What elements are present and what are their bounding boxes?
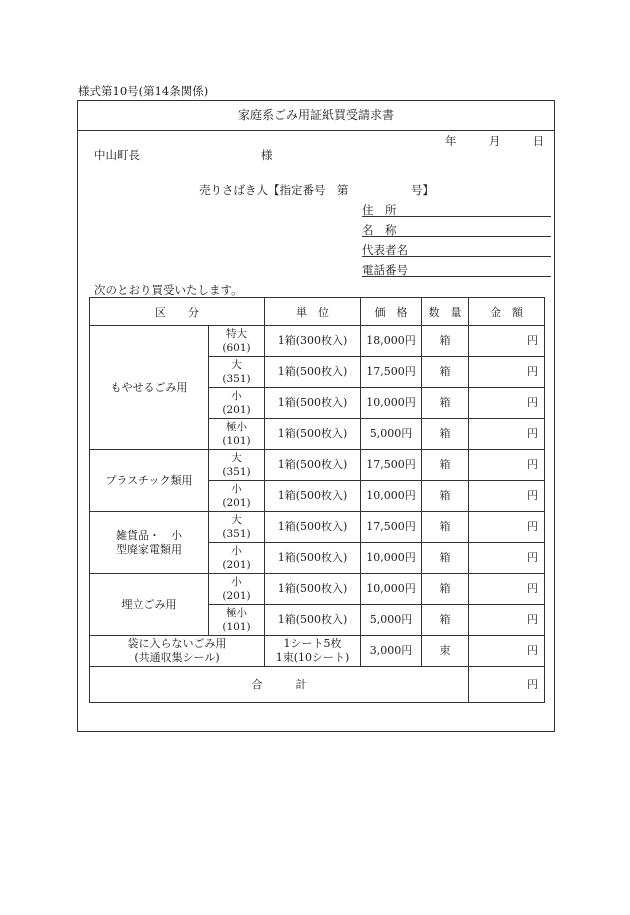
header-price: 価 格 xyxy=(361,298,422,326)
size-label: 特大 xyxy=(226,328,247,340)
size-code: (201) xyxy=(222,590,251,602)
quantity-cell[interactable]: 箱 xyxy=(422,357,469,388)
quantity-cell[interactable]: 箱 xyxy=(422,512,469,543)
size-label: 極小 xyxy=(226,607,247,619)
size-label: 小 xyxy=(231,576,242,588)
size-label: 小 xyxy=(231,483,242,495)
quantity-cell[interactable]: 箱 xyxy=(422,419,469,450)
size-code: (201) xyxy=(222,497,251,509)
unit-cell: 1箱(500枚入) xyxy=(265,574,361,605)
size-label: 大 xyxy=(231,452,242,464)
form-frame xyxy=(77,100,555,732)
size-code: (101) xyxy=(222,621,251,633)
size-cell xyxy=(209,450,265,481)
size-cell xyxy=(209,574,265,605)
unit-cell: 1箱(300枚入) xyxy=(265,326,361,357)
size-cell xyxy=(209,481,265,512)
size-cell xyxy=(209,419,265,450)
size-cell xyxy=(209,388,265,419)
size-cell xyxy=(209,543,265,574)
size-code: (201) xyxy=(222,559,251,571)
representative-line xyxy=(362,256,551,257)
size-code: (601) xyxy=(222,342,251,354)
price-cell: 10,000円 xyxy=(361,543,422,574)
price-cell: 17,500円 xyxy=(361,512,422,543)
size-label: 小 xyxy=(231,545,242,557)
header-category: 区 分 xyxy=(90,298,265,326)
purchase-table xyxy=(89,297,545,703)
size-cell xyxy=(209,605,265,636)
group-name: 埋立ごみ用 xyxy=(90,574,209,636)
group-name: プラスチック類用 xyxy=(90,450,209,512)
amount-cell[interactable]: 円 xyxy=(469,419,545,450)
amount-cell[interactable]: 円 xyxy=(469,481,545,512)
form-title: 家庭系ごみ用証紙買受請求書 xyxy=(78,101,554,131)
phone-label: 電話番号 xyxy=(362,263,408,277)
table-row xyxy=(90,450,545,481)
sticker-name-line2: (共通収集シール) xyxy=(134,651,220,664)
total-amount-cell[interactable]: 円 xyxy=(469,667,545,703)
sticker-unit-line2: 1束(10シート) xyxy=(275,651,350,664)
amount-cell[interactable]: 円 xyxy=(469,574,545,605)
header-unit: 単 位 xyxy=(265,298,361,326)
header-amount: 金 額 xyxy=(469,298,545,326)
sticker-name-line1: 袋に入らないごみ用 xyxy=(127,637,227,650)
group-name-line2: 型廃家電類用 xyxy=(116,542,182,556)
table-row xyxy=(90,512,545,543)
total-row xyxy=(90,667,545,703)
size-label: 大 xyxy=(231,514,242,526)
size-code: (351) xyxy=(222,466,251,478)
price-cell: 10,000円 xyxy=(361,574,422,605)
price-cell: 17,500円 xyxy=(361,450,422,481)
price-cell: 17,500円 xyxy=(361,357,422,388)
quantity-cell[interactable]: 箱 xyxy=(422,574,469,605)
unit-cell: 1箱(500枚入) xyxy=(265,357,361,388)
amount-cell[interactable]: 円 xyxy=(469,388,545,419)
form-number: 様式第10号(第14条関係) xyxy=(78,84,209,98)
unit-cell: 1箱(500枚入) xyxy=(265,605,361,636)
price-cell: 5,000円 xyxy=(361,419,422,450)
quantity-cell[interactable]: 束 xyxy=(422,636,469,667)
quantity-cell[interactable]: 箱 xyxy=(422,388,469,419)
group-name-line1: 雑貨品・ 小 xyxy=(116,528,182,542)
size-code: (201) xyxy=(222,404,251,416)
sticker-name xyxy=(90,636,265,667)
unit-cell: 1箱(500枚入) xyxy=(265,450,361,481)
amount-cell[interactable]: 円 xyxy=(469,326,545,357)
quantity-cell[interactable]: 箱 xyxy=(422,481,469,512)
month-label: 月 xyxy=(488,134,501,148)
unit-cell: 1箱(500枚入) xyxy=(265,481,361,512)
day-label: 日 xyxy=(532,134,545,148)
price-cell: 18,000円 xyxy=(361,326,422,357)
size-code: (351) xyxy=(222,528,251,540)
header-quantity: 数 量 xyxy=(422,298,469,326)
price-cell: 5,000円 xyxy=(361,605,422,636)
size-label: 大 xyxy=(231,359,242,371)
size-cell xyxy=(209,326,265,357)
amount-cell[interactable]: 円 xyxy=(469,636,545,667)
unit-cell: 1箱(500枚入) xyxy=(265,543,361,574)
unit-cell: 1箱(500枚入) xyxy=(265,512,361,543)
group-name xyxy=(90,512,209,574)
table-row xyxy=(90,326,545,357)
quantity-cell[interactable]: 箱 xyxy=(422,450,469,481)
addressee-honorific: 様 xyxy=(261,148,273,162)
name-label: 名 称 xyxy=(362,223,397,237)
name-line xyxy=(362,236,551,237)
size-code: (351) xyxy=(222,373,251,385)
unit-cell: 1箱(500枚入) xyxy=(265,388,361,419)
amount-cell[interactable]: 円 xyxy=(469,450,545,481)
amount-cell[interactable]: 円 xyxy=(469,357,545,388)
representative-label: 代表者名 xyxy=(362,243,408,257)
address-line xyxy=(362,216,551,217)
intro-text: 次のとおり買受いたします。 xyxy=(94,283,243,297)
date-line xyxy=(445,133,544,149)
size-cell xyxy=(209,357,265,388)
size-code: (101) xyxy=(222,435,251,447)
size-label: 極小 xyxy=(226,421,247,433)
sticker-unit-line1: 1シート5枚 xyxy=(283,637,342,650)
unit-cell xyxy=(265,636,361,667)
amount-cell[interactable]: 円 xyxy=(469,543,545,574)
quantity-cell[interactable]: 箱 xyxy=(422,326,469,357)
seller-suffix: 号】 xyxy=(411,183,434,197)
group-name: もやせるごみ用 xyxy=(90,326,209,450)
seller-label: 売りさばき人【指定番号 第 xyxy=(199,183,349,197)
phone-line xyxy=(362,276,551,277)
quantity-cell[interactable]: 箱 xyxy=(422,605,469,636)
amount-cell[interactable]: 円 xyxy=(469,605,545,636)
total-label: 合 計 xyxy=(90,667,469,703)
quantity-cell[interactable]: 箱 xyxy=(422,543,469,574)
table-row xyxy=(90,574,545,605)
size-cell xyxy=(209,512,265,543)
year-label: 年 xyxy=(445,134,457,148)
sticker-row xyxy=(90,636,545,667)
unit-cell: 1箱(500枚入) xyxy=(265,419,361,450)
price-cell: 3,000円 xyxy=(361,636,422,667)
address-label: 住 所 xyxy=(362,203,397,217)
addressee-name: 中山町長 xyxy=(94,148,140,162)
price-cell: 10,000円 xyxy=(361,388,422,419)
size-label: 小 xyxy=(231,390,242,402)
price-cell: 10,000円 xyxy=(361,481,422,512)
table-header-row xyxy=(90,298,545,326)
amount-cell[interactable]: 円 xyxy=(469,512,545,543)
